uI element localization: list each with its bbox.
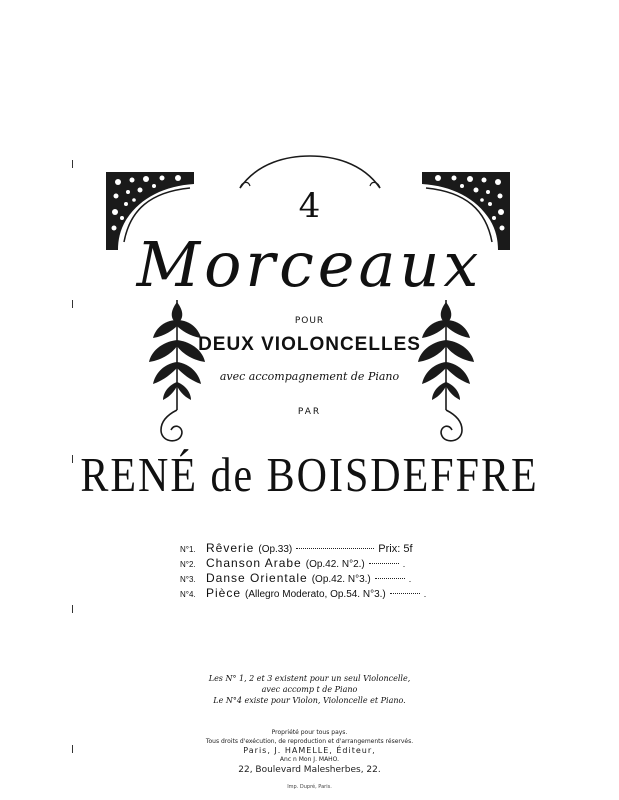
work-title: Chanson Arabe: [206, 556, 302, 570]
edition-note-line: Le N°4 existe pour Violon, Violoncelle et Piano.: [213, 696, 406, 705]
list-item: [180, 541, 480, 556]
work-opus: (Op.42. N°2.): [305, 559, 365, 570]
work-title: Danse Orientale: [206, 571, 308, 585]
margin-tick: [72, 605, 73, 613]
publisher-name: Paris, J. HAMELLE, Éditeur,: [243, 746, 376, 755]
leader-dots: [369, 563, 399, 564]
work-count-numeral: 4: [298, 186, 321, 226]
par-label: PAR: [297, 407, 322, 417]
pour-label: POUR: [294, 316, 325, 326]
work-opus: (Op.42. N°3.): [311, 574, 371, 585]
list-item: [180, 556, 480, 571]
list-item: [180, 571, 480, 586]
leader-dots: [375, 578, 405, 579]
rights-notice: Tous droits d'exécution, de reproduction et d'arrangements réservés.: [205, 738, 414, 745]
list-item: [180, 586, 480, 601]
work-price-mark: .: [402, 559, 406, 569]
edition-notes: [0, 673, 619, 706]
page-title: Morceaux: [136, 228, 483, 301]
work-price-mark: .: [423, 589, 427, 599]
margin-tick: [72, 160, 73, 168]
work-number: N°4.: [180, 590, 196, 599]
work-title: Rêverie: [206, 541, 255, 555]
publisher-address: 22, Boulevard Malesherbes, 22.: [238, 765, 381, 775]
work-number: N°3.: [180, 575, 196, 584]
work-price-mark: .: [408, 574, 412, 584]
work-opus: (Op.33): [258, 544, 293, 555]
work-price: Prix: 5f: [378, 543, 413, 555]
rights-notice: Propriété pour tous pays.: [271, 729, 348, 736]
work-title: Pièce: [206, 586, 242, 600]
instrumentation: DEUX VIOLONCELLES: [198, 334, 421, 355]
leader-dots: [390, 593, 420, 594]
publisher-block: [0, 728, 619, 776]
composer-name: RENÉ de BOISDEFFRE: [80, 449, 539, 503]
works-list: [180, 541, 480, 601]
accompaniment-note: avec accompagnement de Piano: [219, 370, 400, 383]
publisher-former: Anc n Mon J. MAHO.: [279, 756, 340, 763]
edition-note-line: avec accomp t de Piano: [261, 685, 358, 694]
margin-tick: [72, 300, 73, 308]
printer-credit: Imp. Dupré, Paris.: [287, 784, 332, 790]
edition-note-line: Les N° 1, 2 et 3 existent pour un seul Violoncelle,: [208, 674, 411, 683]
leader-dots: [296, 548, 374, 549]
work-opus: (Allegro Moderato, Op.54. N°3.): [245, 589, 386, 600]
work-number: N°1.: [180, 545, 196, 554]
work-number: N°2.: [180, 560, 196, 569]
